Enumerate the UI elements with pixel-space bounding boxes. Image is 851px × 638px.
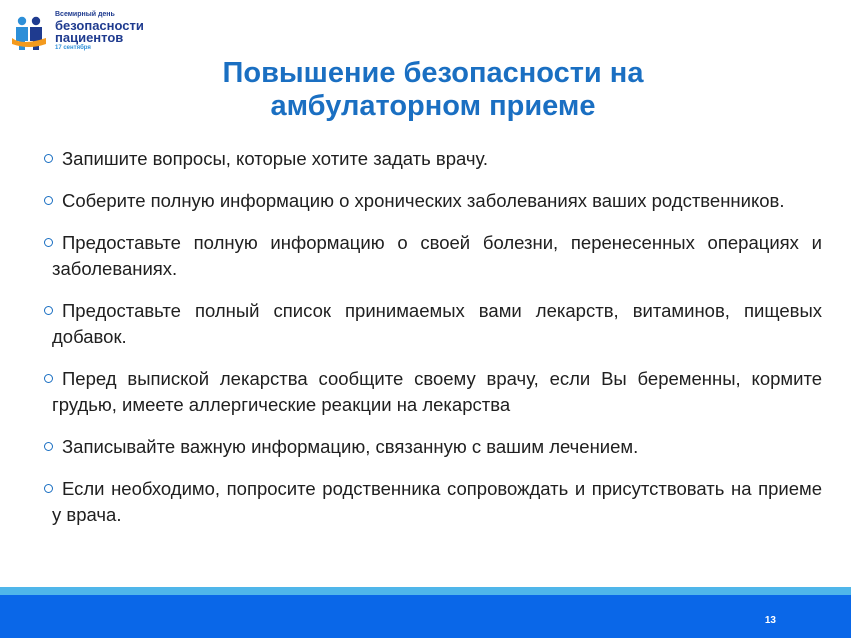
list-item-text: Предоставьте полную информацию о своей болезни, перенесенных операциях и заболеваниях. <box>52 232 822 279</box>
list-item-text: Запишите вопросы, которые хотите задать врачу. <box>62 148 489 169</box>
list-item <box>38 146 822 172</box>
circle-bullet-icon <box>44 306 53 315</box>
list-item <box>38 188 822 214</box>
footer-accent-stripe <box>0 587 851 595</box>
slide-title <box>150 57 716 123</box>
list-item-text: Предоставьте полный список принимаемых вами лекарств, витаминов, пищевых добавок. <box>52 300 822 347</box>
circle-bullet-icon <box>44 238 53 247</box>
list-item-text: Перед выпиской лекарства сообщите своему врачу, если Вы беременны, кормите грудью, имеете аллергические реакции на лекарства <box>52 368 822 415</box>
circle-bullet-icon <box>44 442 53 451</box>
circle-bullet-icon <box>44 154 53 163</box>
list-item <box>38 230 822 282</box>
circle-bullet-icon <box>44 374 53 383</box>
recommendation-list <box>38 146 822 544</box>
slide-title-line1: Повышение безопасности на <box>222 57 644 89</box>
logo-title-line1: безопасности <box>55 18 144 33</box>
circle-bullet-icon <box>44 484 53 493</box>
footer-bar <box>0 595 851 638</box>
list-item <box>38 476 822 528</box>
list-item-text: Записывайте важную информацию, связанную с вашим лечением. <box>62 436 639 457</box>
slide-title-line2: амбулаторном приеме <box>270 90 596 122</box>
logo-date: 17 сентября <box>55 45 91 51</box>
event-logo <box>10 10 150 56</box>
list-item-text: Соберите полную информацию о хронических заболеваниях ваших родственников. <box>62 190 785 211</box>
circle-bullet-icon <box>44 196 53 205</box>
patients-logo-icon <box>10 14 48 52</box>
list-item <box>38 434 822 460</box>
list-item <box>38 366 822 418</box>
logo-title-line2: пациентов <box>55 30 124 45</box>
list-item <box>38 298 822 350</box>
page-number: 13 <box>764 615 776 626</box>
logo-caption: Всемирный день <box>55 11 115 18</box>
list-item-text: Если необходимо, попросите родственника сопровождать и присутствовать на приеме у врача. <box>52 478 822 525</box>
